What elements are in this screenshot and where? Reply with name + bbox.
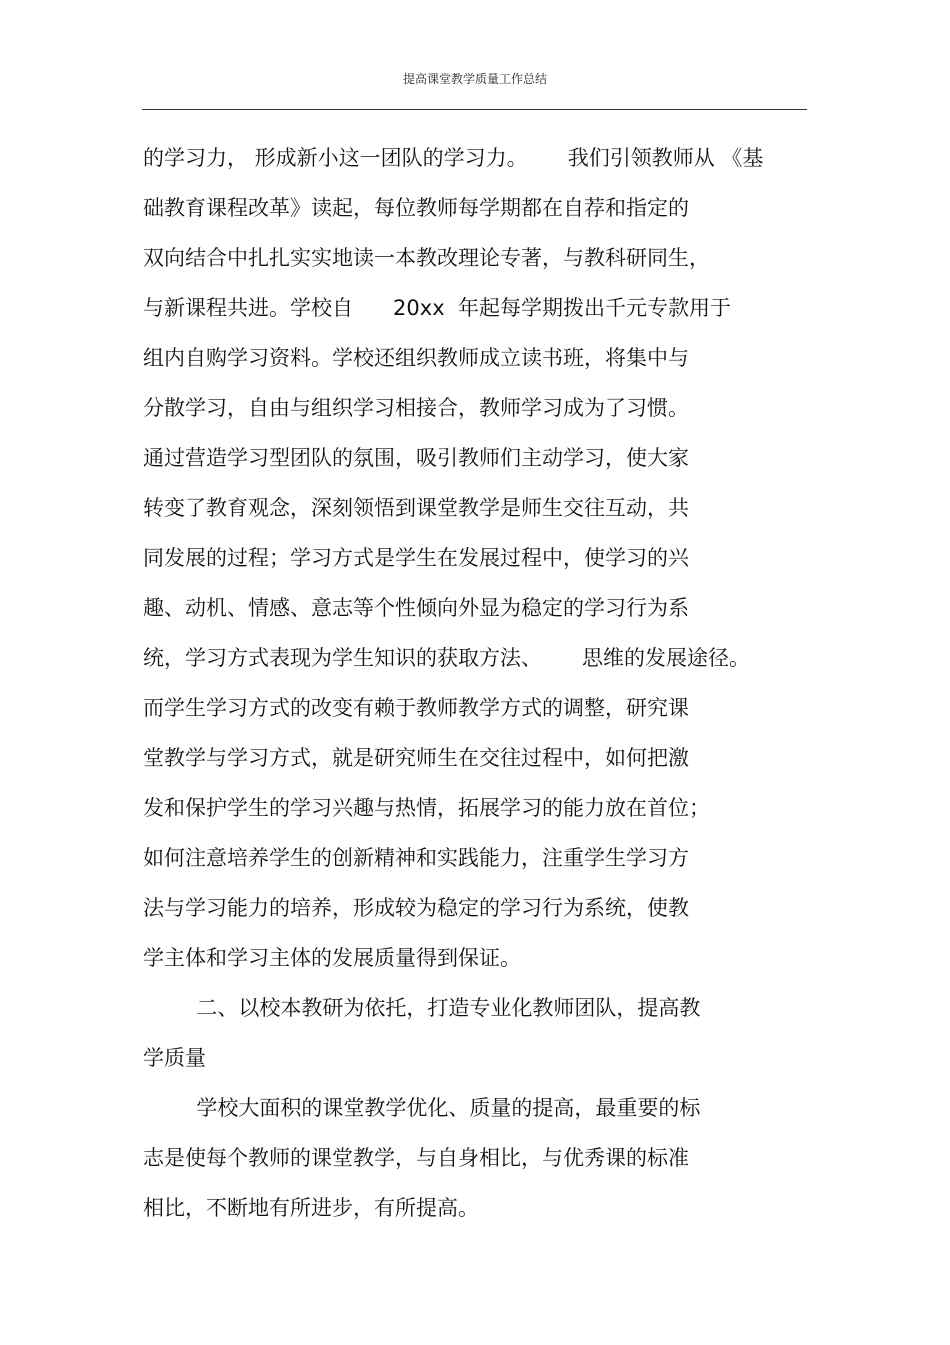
header-divider [142, 109, 807, 110]
text-line: 发和保护学生的学习兴趣与热情，拓展学习的能力放在首位； [143, 796, 710, 820]
text-line: 组内自购学习资料。学校还组织教师成立读书班，将集中与 [143, 346, 689, 370]
section-heading-line: 二、以校本教研为依托，打造专业化教师团队，提高教 [143, 996, 701, 1020]
text-line: 同发展的过程；学习方式是学生在发展过程中，使学习的兴 [143, 546, 689, 570]
text-line: 堂教学与学习方式，就是研究师生在交往过程中，如何把激 [143, 746, 689, 770]
section-heading-line: 学质量 [143, 1046, 206, 1070]
text-line: 与新课程共进。学校自 20xx 年起每学期拨出千元专款用于 [143, 296, 731, 320]
text-line: 的学习力， 形成新小这一团队的学习力。 我们引领教师从 《基 [143, 146, 764, 170]
text-line: 统，学习方式表现为学生知识的获取方法、 思维的发展途径。 [143, 646, 751, 670]
text-line: 学主体和学习主体的发展质量得到保证。 [143, 946, 521, 970]
text-line: 通过营造学习型团队的氛围，吸引教师们主动学习，使大家 [143, 446, 689, 470]
text-line: 转变了教育观念，深刻领悟到课堂教学是师生交往互动，共 [143, 496, 689, 520]
text-line: 础教育课程改革》读起，每位教师每学期都在自荐和指定的 [143, 196, 689, 220]
text-line: 分散学习，自由与组织学习相接合，教师学习成为了习惯。 [143, 396, 689, 420]
text-line: 相比，不断地有所进步，有所提高。 [143, 1196, 479, 1220]
page-header-title: 提高课堂教学质量工作总结 [402, 72, 547, 86]
text-line: 志是使每个教师的课堂教学，与自身相比，与优秀课的标准 [143, 1146, 689, 1170]
text-line: 法与学习能力的培养，形成较为稳定的学习行为系统，使教 [143, 896, 689, 920]
text-line: 而学生学习方式的改变有赖于教师教学方式的调整，研究课 [143, 696, 689, 720]
text-line: 双向结合中扎扎实实地读一本教改理论专著，与教科研同生， [143, 246, 710, 270]
text-line: 趣、动机、情感、意志等个性倾向外显为稳定的学习行为系 [143, 596, 689, 620]
text-line: 如何注意培养学生的创新精神和实践能力，注重学生学习方 [143, 846, 689, 870]
text-line: 学校大面积的课堂教学优化、质量的提高，最重要的标 [143, 1096, 701, 1120]
body-text [143, 138, 823, 1238]
